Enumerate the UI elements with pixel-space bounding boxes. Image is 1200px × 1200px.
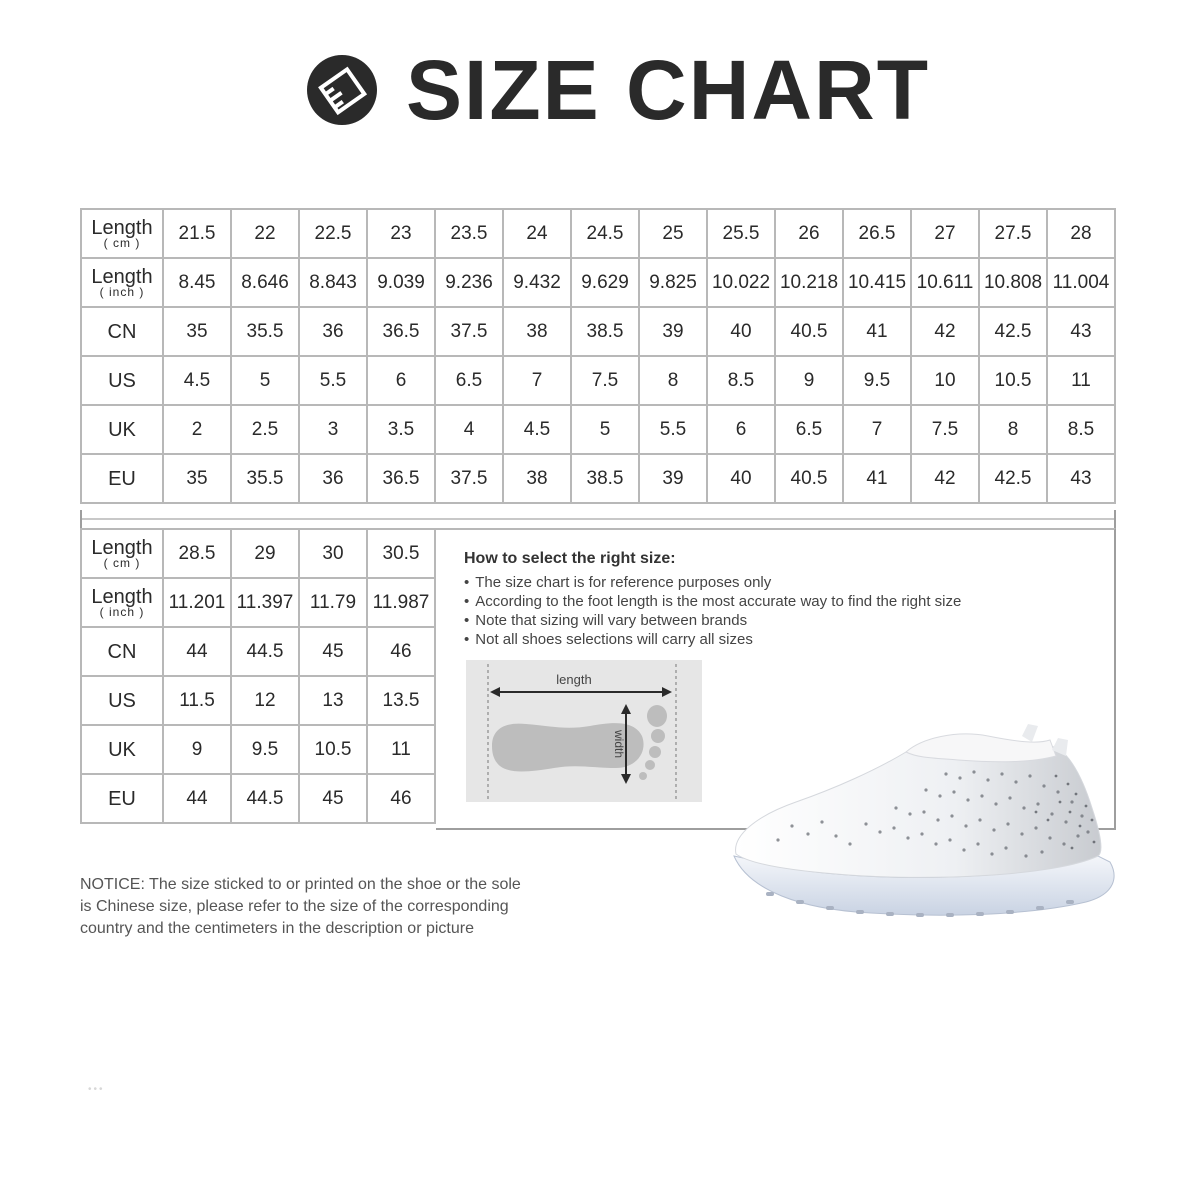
size-cell: 35.5 xyxy=(231,307,299,356)
row-label: EU xyxy=(108,787,136,810)
table-row xyxy=(81,454,1115,503)
size-cell: 42.5 xyxy=(979,307,1047,356)
size-cell: 44.5 xyxy=(231,627,299,676)
size-cell: 46 xyxy=(367,774,435,823)
row-label: US xyxy=(108,689,136,712)
table-row xyxy=(81,578,435,627)
row-header xyxy=(81,209,163,258)
size-cell: 8.843 xyxy=(299,258,367,307)
size-cell: 42.5 xyxy=(979,454,1047,503)
size-cell: 36.5 xyxy=(367,307,435,356)
row-header xyxy=(81,529,163,578)
row-unit: ( inch ) xyxy=(99,604,145,619)
row-label: UK xyxy=(108,418,136,441)
row-unit: ( cm ) xyxy=(103,235,141,250)
size-cell: 35 xyxy=(163,307,231,356)
size-cell: 39 xyxy=(639,307,707,356)
row-header xyxy=(81,774,163,823)
size-cell: 4.5 xyxy=(503,405,571,454)
page-title: SIZE CHART xyxy=(406,43,930,137)
row-header xyxy=(81,454,163,503)
size-cell: 9.432 xyxy=(503,258,571,307)
table-row xyxy=(81,307,1115,356)
size-cell: 21.5 xyxy=(163,209,231,258)
size-cell: 11.5 xyxy=(163,676,231,725)
guide-item: • The size chart is for reference purposes only xyxy=(464,573,961,592)
notice-line: country and the centimeters in the description or picture xyxy=(80,920,474,937)
row-header xyxy=(81,725,163,774)
size-cell: 12 xyxy=(231,676,299,725)
size-cell: 10.611 xyxy=(911,258,979,307)
size-cell: 46 xyxy=(367,627,435,676)
size-cell: 23 xyxy=(367,209,435,258)
row-header xyxy=(81,307,163,356)
size-cell: 11.201 xyxy=(163,578,231,627)
size-cell: 2.5 xyxy=(231,405,299,454)
ruler-circle-icon xyxy=(306,54,378,126)
size-cell: 6.5 xyxy=(775,405,843,454)
size-cell: 10.218 xyxy=(775,258,843,307)
row-label: CN xyxy=(107,640,137,663)
size-cell: 3.5 xyxy=(367,405,435,454)
size-cell: 40 xyxy=(707,307,775,356)
size-cell: 38 xyxy=(503,307,571,356)
length-label: length xyxy=(556,672,592,687)
size-cell: 5.5 xyxy=(639,405,707,454)
row-header xyxy=(81,578,163,627)
size-cell: 28.5 xyxy=(163,529,231,578)
size-cell: 7.5 xyxy=(571,356,639,405)
row-unit: ( inch ) xyxy=(99,284,145,299)
guide-item: • Note that sizing will vary between brands xyxy=(464,611,961,630)
row-label: CN xyxy=(107,320,137,343)
size-cell: 25 xyxy=(639,209,707,258)
size-cell: 30 xyxy=(299,529,367,578)
size-cell: 10.022 xyxy=(707,258,775,307)
row-label: Length xyxy=(91,265,153,288)
guide-list xyxy=(464,573,961,649)
size-cell: 29 xyxy=(231,529,299,578)
size-cell: 10.415 xyxy=(843,258,911,307)
row-label: UK xyxy=(108,738,136,761)
row-label: Length xyxy=(91,216,153,239)
watermark-dots: ••• xyxy=(88,1084,105,1095)
table-row xyxy=(81,258,1115,307)
size-cell: 44 xyxy=(163,627,231,676)
table-row xyxy=(81,676,435,725)
size-cell: 24 xyxy=(503,209,571,258)
size-cell: 8.45 xyxy=(163,258,231,307)
size-cell: 23.5 xyxy=(435,209,503,258)
size-cell: 4 xyxy=(435,405,503,454)
size-cell: 7 xyxy=(843,405,911,454)
size-cell: 11 xyxy=(367,725,435,774)
footprint-icon xyxy=(466,660,702,802)
size-cell: 36 xyxy=(299,307,367,356)
size-cell: 40.5 xyxy=(775,307,843,356)
size-cell: 9 xyxy=(163,725,231,774)
size-cell: 5 xyxy=(231,356,299,405)
row-header xyxy=(81,627,163,676)
guide-title: How to select the right size: xyxy=(464,550,676,567)
size-cell: 43 xyxy=(1047,454,1115,503)
size-cell: 7 xyxy=(503,356,571,405)
size-cell: 40.5 xyxy=(775,454,843,503)
size-cell: 44 xyxy=(163,774,231,823)
size-cell: 38 xyxy=(503,454,571,503)
size-cell: 6.5 xyxy=(435,356,503,405)
table-row xyxy=(81,627,435,676)
table-row xyxy=(81,405,1115,454)
size-cell: 26 xyxy=(775,209,843,258)
table-row xyxy=(81,529,435,578)
size-cell: 10 xyxy=(911,356,979,405)
row-label: Length xyxy=(91,536,153,559)
size-cell: 9.825 xyxy=(639,258,707,307)
size-cell: 6 xyxy=(367,356,435,405)
size-cell: 24.5 xyxy=(571,209,639,258)
row-header xyxy=(81,258,163,307)
width-label: width xyxy=(612,729,626,759)
size-cell: 9.5 xyxy=(231,725,299,774)
size-cell: 5.5 xyxy=(299,356,367,405)
size-cell: 10.5 xyxy=(979,356,1047,405)
size-cell: 40 xyxy=(707,454,775,503)
row-unit: ( cm ) xyxy=(103,555,141,570)
size-cell: 22 xyxy=(231,209,299,258)
table-row xyxy=(81,356,1115,405)
size-cell: 5 xyxy=(571,405,639,454)
header xyxy=(306,43,930,137)
size-cell: 13.5 xyxy=(367,676,435,725)
size-cell: 10.808 xyxy=(979,258,1047,307)
notice-text xyxy=(80,874,600,940)
size-cell: 9.5 xyxy=(843,356,911,405)
size-cell: 8 xyxy=(979,405,1047,454)
size-cell: 11.397 xyxy=(231,578,299,627)
size-cell: 8.646 xyxy=(231,258,299,307)
size-cell: 41 xyxy=(843,454,911,503)
row-label: US xyxy=(108,369,136,392)
size-cell: 11.79 xyxy=(299,578,367,627)
size-cell: 45 xyxy=(299,627,367,676)
size-cell: 7.5 xyxy=(911,405,979,454)
guide-item: • Not all shoes selections will carry all sizes xyxy=(464,630,961,649)
notice-line: NOTICE: The size sticked to or printed on the shoe or the sole xyxy=(80,876,521,893)
size-cell: 28 xyxy=(1047,209,1115,258)
size-cell: 45 xyxy=(299,774,367,823)
size-cell: 35.5 xyxy=(231,454,299,503)
size-cell: 11.004 xyxy=(1047,258,1115,307)
size-cell: 42 xyxy=(911,454,979,503)
size-cell: 11 xyxy=(1047,356,1115,405)
size-table-top xyxy=(80,208,1116,504)
size-cell: 39 xyxy=(639,454,707,503)
row-header xyxy=(81,356,163,405)
size-cell: 9.236 xyxy=(435,258,503,307)
size-cell: 9 xyxy=(775,356,843,405)
size-cell: 27.5 xyxy=(979,209,1047,258)
size-cell: 25.5 xyxy=(707,209,775,258)
row-header xyxy=(81,676,163,725)
size-cell: 37.5 xyxy=(435,307,503,356)
guide-item: • According to the foot length is the most accurate way to find the right size xyxy=(464,592,961,611)
size-cell: 10.5 xyxy=(299,725,367,774)
size-cell: 36.5 xyxy=(367,454,435,503)
size-cell: 11.987 xyxy=(367,578,435,627)
size-cell: 43 xyxy=(1047,307,1115,356)
size-cell: 37.5 xyxy=(435,454,503,503)
size-cell: 38.5 xyxy=(571,454,639,503)
size-cell: 36 xyxy=(299,454,367,503)
size-cell: 35 xyxy=(163,454,231,503)
size-cell: 22.5 xyxy=(299,209,367,258)
size-cell: 9.629 xyxy=(571,258,639,307)
size-cell: 42 xyxy=(911,307,979,356)
size-cell: 3 xyxy=(299,405,367,454)
table-divider xyxy=(80,510,1116,528)
row-label: EU xyxy=(108,467,136,490)
table-row xyxy=(81,209,1115,258)
size-cell: 38.5 xyxy=(571,307,639,356)
size-cell: 6 xyxy=(707,405,775,454)
size-cell: 8.5 xyxy=(707,356,775,405)
row-header xyxy=(81,405,163,454)
row-label: Length xyxy=(91,585,153,608)
size-cell: 44.5 xyxy=(231,774,299,823)
size-cell: 2 xyxy=(163,405,231,454)
size-table-bottom xyxy=(80,528,436,824)
size-cell: 41 xyxy=(843,307,911,356)
size-cell: 9.039 xyxy=(367,258,435,307)
size-cell: 30.5 xyxy=(367,529,435,578)
size-cell: 26.5 xyxy=(843,209,911,258)
table-row xyxy=(81,774,435,823)
size-cell: 13 xyxy=(299,676,367,725)
size-cell: 27 xyxy=(911,209,979,258)
notice-line: is Chinese size, please refer to the size of the corresponding xyxy=(80,898,509,915)
sneaker-image xyxy=(726,716,1122,926)
size-cell: 4.5 xyxy=(163,356,231,405)
size-cell: 8.5 xyxy=(1047,405,1115,454)
table-row xyxy=(81,725,435,774)
size-cell: 8 xyxy=(639,356,707,405)
